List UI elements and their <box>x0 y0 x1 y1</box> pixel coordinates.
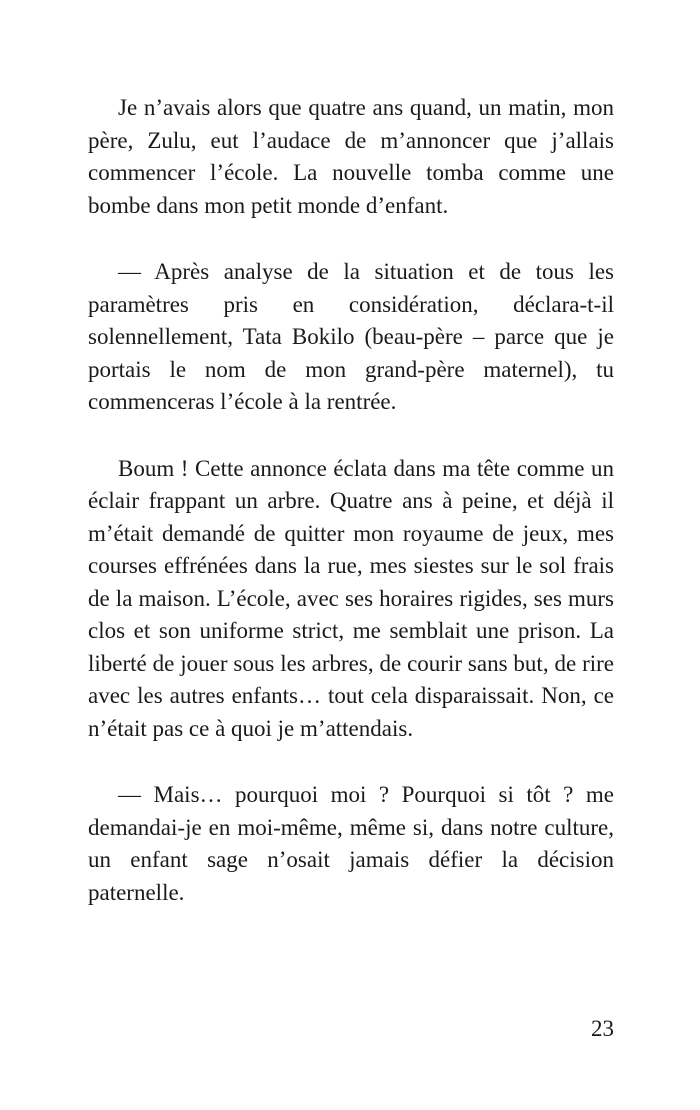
paragraph-2: — Après analyse de la situation et de tous les paramètres pris en considération, déclara-t-il solennellement, Tata Bokilo (beau-père – parce que je portais le nom de mon grand-père maternel), tu commenceras l’école à la rentrée. <box>88 259 614 414</box>
paragraph-4: — Mais… pourquoi moi ? Pourquoi si tôt ? me demandai-je en moi-même, même si, dans notre culture, un enfant sage n’osait jamais défier la décision paternelle. <box>88 782 614 905</box>
page-body <box>88 92 614 943</box>
page-number: 23 <box>591 1016 614 1041</box>
paragraph-1: Je n’avais alors que quatre ans quand, un matin, mon père, Zulu, eut l’audace de m’annoncer que j’allais commencer l’école. La nouvelle tomba comme une bombe dans mon petit monde d’enfant. <box>88 95 614 218</box>
paragraph-3: Boum ! Cette annonce éclata dans ma tête comme un éclair frappant un arbre. Quatre ans à peine, et déjà il m’était demandé de quitter mon royaume de jeux, mes courses effrénées dans la rue, mes siestes sur le sol frais de la maison. L’école, avec ses horaires rigides, ses murs clos et son uniforme strict, me semblait une prison. La liberté de jouer sous les arbres, de courir sans but, de rire avec les autres enfants… tout cela disparaissait. Non, ce n’était pas ce à quoi je m’attendais. <box>88 455 614 741</box>
